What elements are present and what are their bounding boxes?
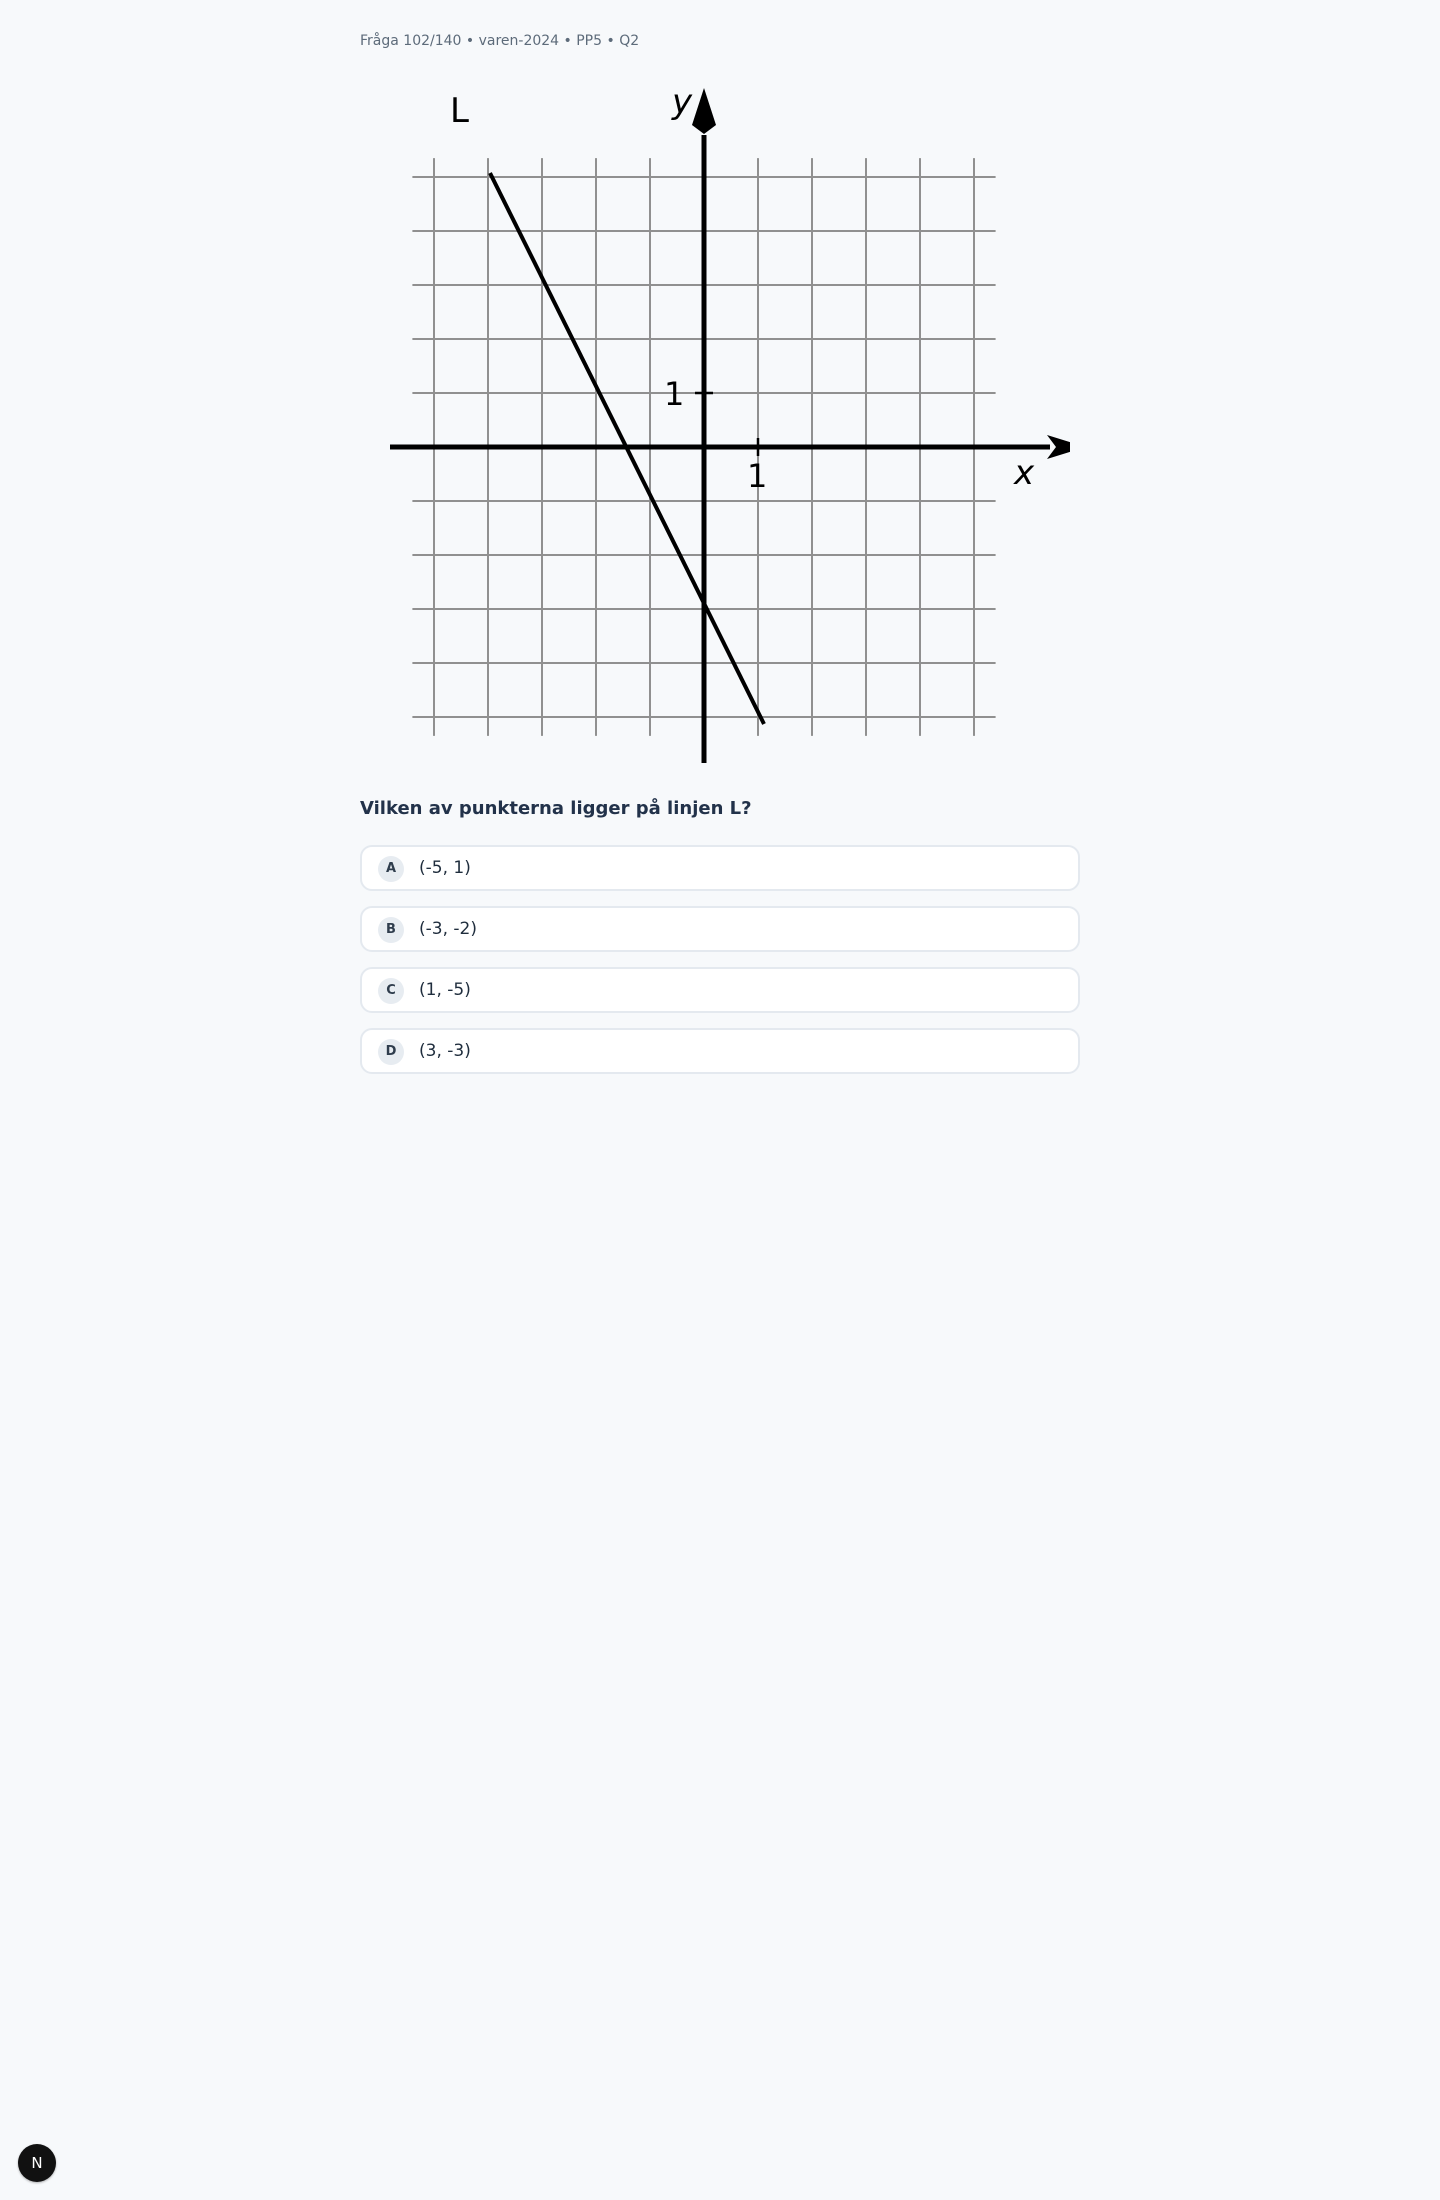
option-d[interactable] xyxy=(360,1028,1080,1074)
option-text: (1, -5) xyxy=(419,980,471,1000)
option-c[interactable] xyxy=(360,967,1080,1013)
line-label: L xyxy=(450,91,469,131)
option-text: (3, -3) xyxy=(419,1041,471,1061)
y-axis-arrow-icon xyxy=(692,88,716,134)
option-text: (-3, -2) xyxy=(419,919,477,939)
question-meta: Fråga 102/140 • varen-2024 • PP5 • Q2 xyxy=(360,33,640,49)
option-text: (-5, 1) xyxy=(419,858,471,878)
y-axis-label: y xyxy=(672,82,693,122)
option-letter: A xyxy=(378,856,404,882)
x-tick-label: 1 xyxy=(747,457,768,495)
option-letter: B xyxy=(378,917,404,943)
x-axis-label: x xyxy=(1014,453,1035,493)
question-text: Vilken av punkterna ligger på linjen L? xyxy=(360,798,752,819)
option-letter: D xyxy=(378,1039,404,1065)
axes xyxy=(390,88,1070,763)
option-letter: C xyxy=(378,978,404,1004)
answer-options xyxy=(360,845,1080,1089)
option-b[interactable] xyxy=(360,906,1080,952)
option-a[interactable] xyxy=(360,845,1080,891)
coordinate-graph xyxy=(370,80,1070,780)
y-tick-label: 1 xyxy=(664,375,685,413)
x-axis-arrow-icon xyxy=(1047,435,1070,459)
nextjs-logo-icon[interactable]: N xyxy=(18,2144,56,2182)
